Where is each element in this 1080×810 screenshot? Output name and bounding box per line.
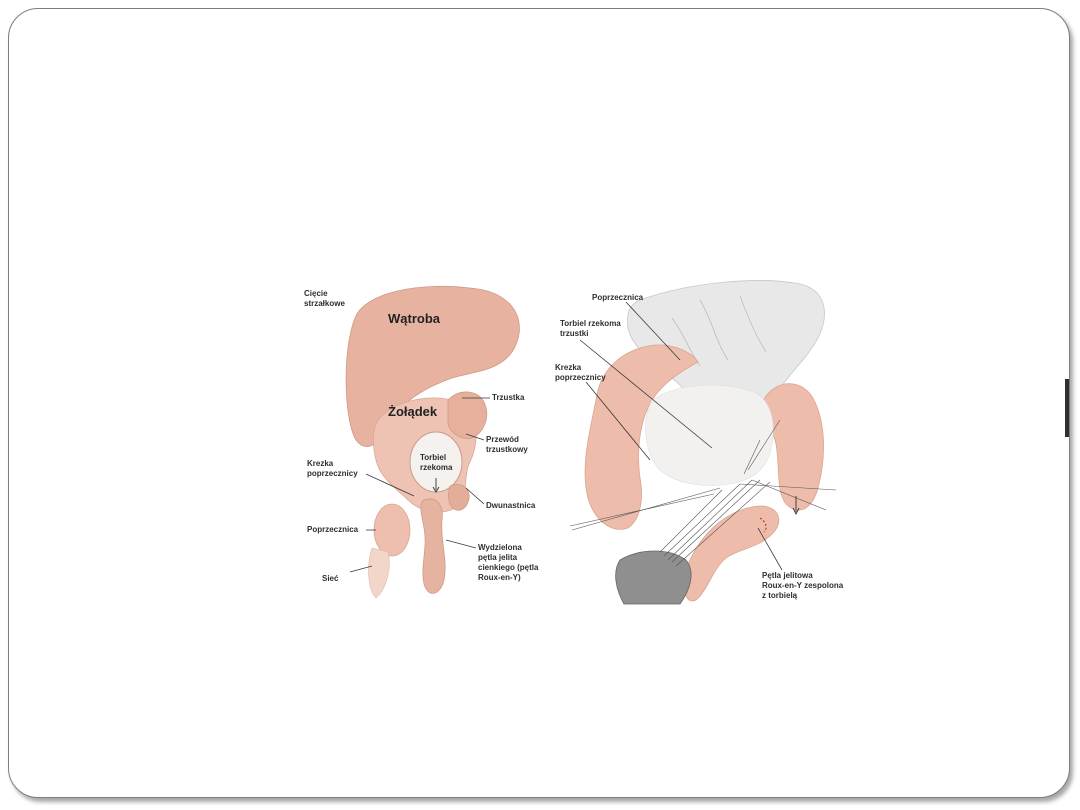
instrument-shape	[616, 551, 691, 604]
r-mesocolon-label-1: Krezka	[555, 363, 582, 372]
loop-label-2: pętla jelita	[478, 553, 518, 562]
duct-label-2: trzustkowy	[486, 445, 528, 454]
mesocolon-area	[646, 385, 774, 485]
colon-label: Poprzecznica	[307, 525, 359, 534]
pancreas-label: Trzustka	[492, 393, 525, 402]
mesocolon-label-1: Krezka	[307, 459, 334, 468]
omentum-shape	[369, 548, 390, 598]
section-label-1: Cięcie	[304, 289, 328, 298]
r-loop-label-2: Roux-en-Y zespolona	[762, 581, 844, 590]
right-panel	[555, 281, 844, 604]
stomach-label: Żołądek	[388, 404, 438, 419]
cyst-label-2: rzekoma	[420, 463, 453, 472]
colon-arc-right	[763, 384, 824, 510]
roux-loop-shape	[421, 499, 445, 593]
r-loop-label-3: z torbielą	[762, 591, 798, 600]
mesocolon-label-2: poprzecznicy	[307, 469, 358, 478]
loop-label-1: Wydzielona	[478, 543, 522, 552]
cyst-label-1: Torbiel	[420, 453, 447, 462]
duodenum-label: Dwunastnica	[486, 501, 536, 510]
transverse-colon-shape	[374, 504, 410, 556]
omentum-label: Sieć	[322, 574, 339, 583]
loop-label-3: cienkiego (pętla	[478, 563, 539, 572]
liver-label: Wątroba	[388, 311, 440, 326]
r-loop-label-1: Pętla jelitowa	[762, 571, 813, 580]
r-mesocolon-label-2: poprzecznicy	[555, 373, 606, 382]
left-panel	[304, 286, 539, 598]
r-cyst-label-1: Torbiel rzekoma	[560, 319, 621, 328]
r-colon-label: Poprzecznica	[592, 293, 644, 302]
r-cyst-label-2: trzustki	[560, 329, 589, 338]
duct-label-1: Przewód	[486, 435, 519, 444]
section-label-2: strzałkowe	[304, 299, 345, 308]
pancreas-shape	[448, 392, 487, 438]
loop-label-4: Roux-en-Y)	[478, 573, 521, 582]
